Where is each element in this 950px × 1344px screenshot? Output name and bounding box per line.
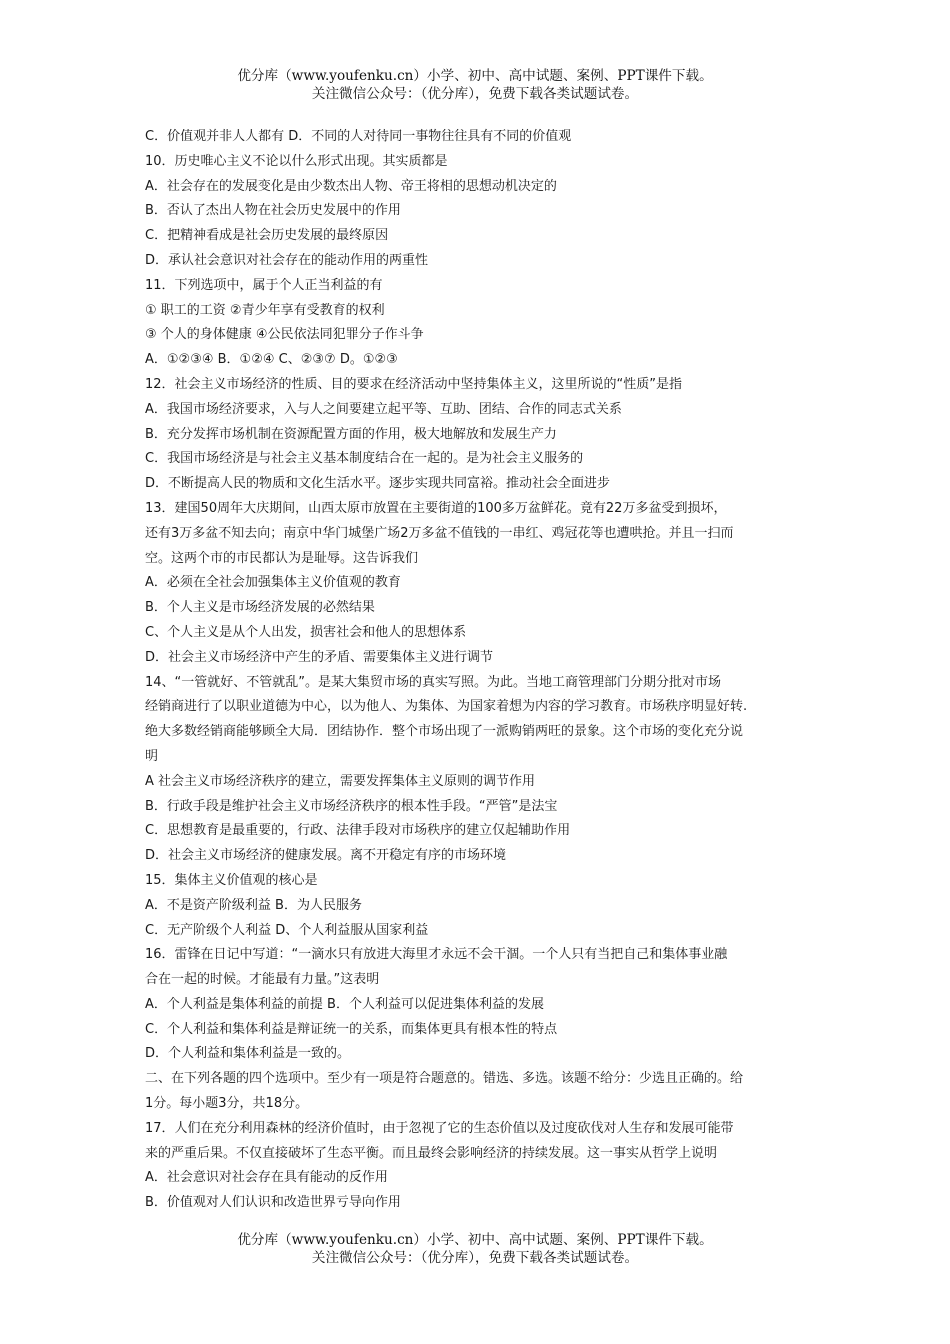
option-a-q10: A．社会存在的发展变化是由少数杰出人物、帝王将相的思想动机决定的 — [145, 178, 557, 194]
option-d-q16: D．个人利益和集体利益是一致的。 — [145, 1046, 351, 1062]
question-10: 10．历史唯心主义不论以什么形式出现。其实质都是 — [145, 153, 448, 169]
option-a-q13: A．必须在全社会加强集体主义价值观的教育 — [145, 575, 401, 591]
question-14-line-3: 绝大多数经销商能够顾全大局．团结协作．整个市场出现了一派购销两旺的景象。这个市场的变化充分说 — [145, 724, 744, 740]
option-c-q14: C．思想教育是最重要的，行政、法律手段对市场秩序的建立仅起辅助作用 — [145, 823, 571, 839]
option-c-q12: C．我国市场经济是与社会主义基本制度结合在一起的。是为社会主义服务的 — [145, 451, 584, 467]
document-body — [145, 125, 807, 1216]
options-cd-q15: C．无产阶级个人利益 D、个人利益服从国家利益 — [145, 922, 429, 938]
options-ab-q16: A．个人利益是集体利益的前提 B．个人利益可以促进集体利益的发展 — [145, 996, 544, 1012]
option-b-q13: B．个人主义是市场经济发展的必然结果 — [145, 600, 375, 616]
item-q11-2: ③ 个人的身体健康 ④公民依法同犯罪分子作斗争 — [145, 327, 424, 343]
option-b-q14: B．行政手段是维护社会主义市场经济秩序的根本性手段。“严管”是法宝 — [145, 798, 558, 814]
option-c-q9: C．价值观并非人人都有 D．不同的人对待同一事物往往具有不同的价值观 — [145, 129, 572, 144]
option-b-q10: B．否认了杰出人物在社会历史发展中的作用 — [145, 203, 401, 219]
option-d-q12: D．不断提高人民的物质和文化生活水平。逐步实现共同富裕。推动社会全面进步 — [145, 476, 611, 492]
option-d-q14: D．社会主义市场经济的健康发展。离不开稳定有序的市场环境 — [145, 848, 507, 864]
item-q11-1: ① 职工的工资 ②青少年享有受教育的权利 — [145, 302, 385, 318]
question-13-line-3: 空。这两个市的市民都认为是耻辱。这告诉我们 — [145, 550, 419, 566]
footer-line-1: 优分库（www.youfenku.cn）小学、初中、高中试题、案例、PPT课件下载。 — [237, 1232, 713, 1248]
question-12: 12．社会主义市场经济的性质、目的要求在经济活动中坚持集体主义，这里所说的“性质”是指 — [145, 376, 683, 392]
question-14-line-4: 明 — [145, 748, 159, 764]
page-footer — [0, 1231, 950, 1267]
page-header — [0, 67, 950, 103]
question-16-line-1: 16．雷锋在日记中写道：“一滴水只有放进大海里才永远不会干涸。一个人只有当把自己和集体事业融 — [145, 947, 728, 963]
option-c-q16: C．个人利益和集体利益是辩证统一的关系，而集体更具有根本性的特点 — [145, 1021, 558, 1037]
option-a-q14: A 社会主义市场经济秩序的建立，需要发挥集体主义原则的调节作用 — [145, 773, 536, 789]
option-d-q13: D．社会主义市场经济中产生的矛盾、需要集体主义进行调节 — [145, 649, 494, 665]
option-d-q10: D．承认社会意识对社会存在的能动作用的两重性 — [145, 252, 429, 268]
option-a-q17: A．社会意识对社会存在具有能动的反作用 — [145, 1170, 388, 1186]
question-13-line-1: 13．建国50周年大庆期间，山西太原市放置在主要街道的100多万盆鲜花。竟有22万多盆受到损坏， — [145, 500, 727, 516]
header-line-1: 优分库（www.youfenku.cn）小学、初中、高中试题、案例、PPT课件下载。 — [237, 68, 713, 84]
section-2-instructions-line-1: 二、在下列各题的四个选项中。至少有一项是符合题意的。错选、多选。该题不给分：少选且正确的。给 — [145, 1071, 744, 1087]
option-c-q10: C．把精神看成是社会历史发展的最终原因 — [145, 228, 389, 244]
question-16-line-2: 合在一起的时候。才能最有力量。”这表明 — [145, 972, 380, 988]
question-14-line-2: 经销商进行了以职业道德为中心，以为他人、为集体、为国家着想为内容的学习教育。市场秩序明显好转. — [145, 699, 748, 715]
option-a-q12: A．我国市场经济要求，入与人之间要建立起平等、互助、团结、合作的同志式关系 — [145, 401, 622, 417]
header-line-2: 关注微信公众号：（优分库），免费下载各类试题试卷。 — [311, 86, 639, 102]
section-2-instructions-line-2: 1分。每小题3分，共18分。 — [145, 1096, 309, 1112]
question-15: 15．集体主义价值观的核心是 — [145, 872, 318, 888]
footer-line-2: 关注微信公众号：（优分库），免费下载各类试题试卷。 — [311, 1250, 639, 1266]
option-c-q13: C、个人主义是从个人出发，损害社会和他人的思想体系 — [145, 624, 467, 640]
question-14-line-1: 14、“一管就好、不管就乱”。是某大集贸市场的真实写照。为此。当地工商管理部门分期分批对市场 — [145, 674, 722, 690]
option-b-q12: B．充分发挥市场机制在资源配置方面的作用，极大地解放和发展生产力 — [145, 426, 557, 442]
options-q11: A．①②③④ B．①②④ C、②③⑦ D。①②③ — [145, 352, 398, 368]
option-b-q17: B．价值观对人们认识和改造世界亏导向作用 — [145, 1195, 401, 1211]
question-13-line-2: 还有3万多盆不知去向；南京中华门城堡广场2万多盆不值钱的一串红、鸡冠花等也遭哄抢。并且一扫而 — [145, 525, 734, 541]
options-ab-q15: A．不是资产阶级利益 B．为人民服务 — [145, 897, 362, 913]
question-17-line-2: 来的严重后果。不仅直接破坏了生态平衡。而且最终会影响经济的持续发展。这一事实从哲学上说明 — [145, 1145, 718, 1161]
question-17-line-1: 17．人们在充分利用森林的经济价值时，由于忽视了它的生态价值以及过度砍伐对人生存和发展可能带 — [145, 1120, 734, 1136]
question-11: 11．下列选项中，属于个人正当利益的有 — [145, 277, 383, 293]
